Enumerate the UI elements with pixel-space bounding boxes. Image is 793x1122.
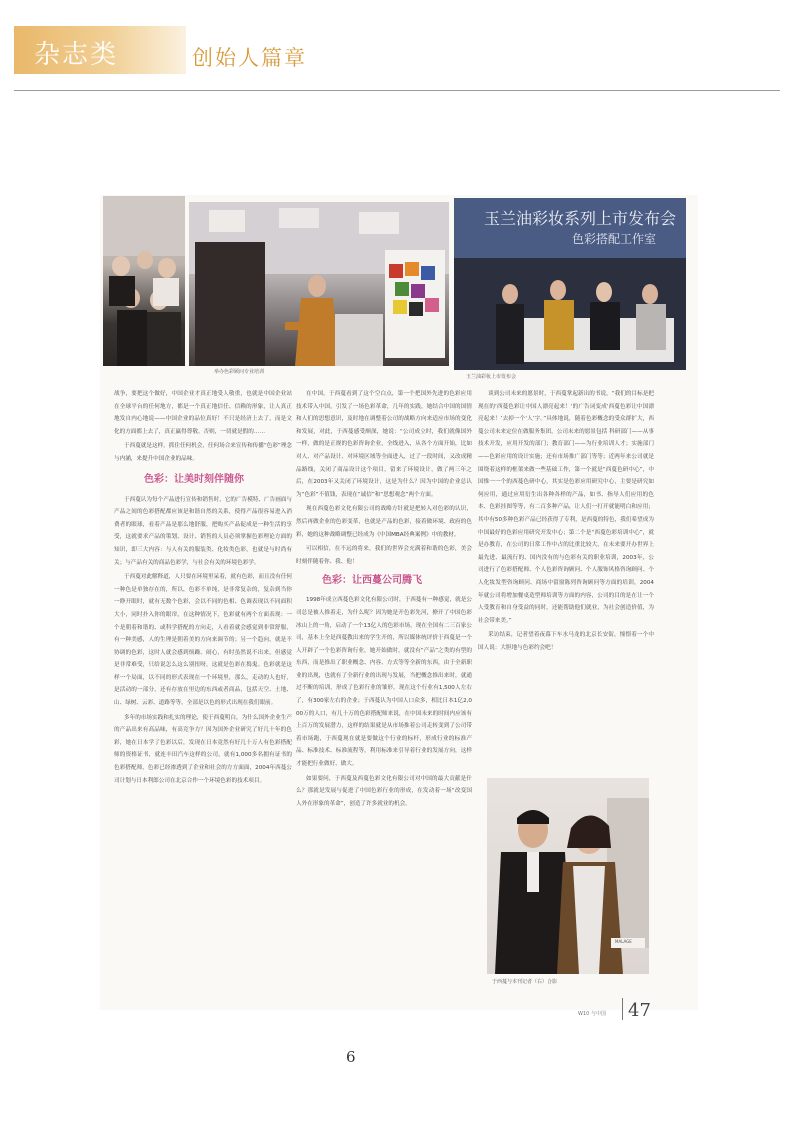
audience-photo bbox=[103, 196, 185, 366]
section-heading-company: 色彩：让西蔓公司腾飞 bbox=[322, 575, 422, 587]
right-photo-caption: 玉兰油彩妆上市发布会 bbox=[466, 374, 517, 380]
col3-body-paragraph: 谈到公司未来的愿景时，于西蔓掌起新出的书说，“我们的目标是把现在的‘西蔓色彩让中国人漂亮起来！’的广告词变成‘西蔓色彩让中国漂亮起来！’去掉一个‘人’字。”具体地说，随着色彩概念的受众群扩大，西蔓公司未来定位在做服务集团，公司未来的愿景包括 科研部门——从事技术开发，应用开发的部门；教育部门——为行业培训人才；实施部门——色彩应用的设计实施；还有市场推广部门等等；近两年来公司就是围绕着这样的框架来做一些基础工作，第一个就是“西蔓色研中心”，中国惟一一个的西蔓色研中心，其实是色彩应用研究中心，主要是研究如何应用，通过应用衍生出各种各样的产品，如书、指导人们应用的色本、色彩挂图等等，有二百多种产品，让人们一打开就能明白和应用；其中有50多种色彩产品已经获得了专利，是西蔓的特色，我们希望成为中国最好的色彩应用研究开发中心；第二个是“西蔓色彩培训中心”，就是办教育，在公司的日常工作中占的比重比较大，在未来要开办世界上最先进、最流行的、国内没有的与色彩有关的职业培训，2003年，公司进行了色彩搭配师、个人色彩咨询顾问、个人服饰风格咨询顾问、个人化妆发型咨询顾问、商场中留窗陈列咨询顾问等方面的培训，2004年就公司将增加餐桌造型师培训等方面的内容，公司的目的是在让一个人受教育和自身受益的同时，还能帮助他们就业，为社会创造价值，为社会带来美。” bbox=[478, 391, 654, 624]
launch-banner-line2: 色彩搭配工作室 bbox=[572, 232, 657, 246]
col1-body-paragraph: 多年的市场实践和扎实的理论，使于西蔓明白，为什么国外企业生产的产品出来有高品味，有高竞争力？因为国外企业研究了好几十年的色彩，她在日本学了色彩以后，发现在日本竟然有好几十万人有色彩搭配师的资格证书，就连丰田汽车这样的公司，就有1,000多名拥有证书的色彩搭配师，色彩已经渗透到了企业和社会的方方面面，2004年西蔓公司计划与日本利郎公司在北京合作一个环境色彩的技术项目。 bbox=[114, 714, 292, 784]
magazine-name: W10 与中国 bbox=[578, 1011, 606, 1017]
col1-body-paragraph: 于西蔓对此解释道，人只要在环境里呆着，就有色彩，而且没有任何一种色是单独存在的，所以，色彩不单纯，是非常复杂的，复杂到当你一睁开眼时，就有无数个色彩，会以不同的色相、色调表现以不同面积大小，同时扑入你的眼帘，在这种情况下，色彩就有两个方面表现：一个是朝着和谐的、或科学搭配的方向走，人看着就会感觉到非常舒服，有一种美感，人的生理是朝着美的方向来调节的；另一个趋向，就是不协调的色彩，这时人就会感到烦躁、闹心，有时虽然说不出来，但感觉是非常难受，只给说怎么这么别扭呀，这就是色彩在捣鬼。色彩就是这样一个局面，以不同的形式表现在一个环境里，那么，走动的人也好，是活动的一部分，还有存放在里边的东西或者商品，包括天空、土地、山、绿树、云彩、道路等等，全部是以色的形式出现在我们眼前。 bbox=[114, 574, 292, 707]
footer-divider bbox=[622, 998, 623, 1020]
presenter-photo bbox=[189, 202, 449, 366]
header-rule bbox=[14, 90, 780, 91]
article-column-2 bbox=[296, 388, 472, 992]
col1-intro-paragraph: 战争，要把这个做好，中国企业才真正地受人敬重，也就是中国企业站在全球平台的任何地方，都是一个真正地信任、信赖的形象，让人真正地发自内心地说——中国企业的品位真好！不只是经济上去了，而是文化的方面都上去了，真正赢得尊敬。否则，一切就是假的…… bbox=[114, 391, 292, 435]
founder-reporter-illustration bbox=[487, 778, 649, 974]
founder-reporter-photo bbox=[487, 778, 649, 974]
sheet-page-number: 6 bbox=[346, 1048, 356, 1066]
article-column-1 bbox=[114, 388, 292, 988]
article-column-3 bbox=[478, 388, 654, 768]
col2-body-paragraph: 如果要问，于西蔓及西蔓色彩文化有限公司对中国的最大贡献是什么？那就是发展与促进了中国色彩行业的形成，在发动着一场“改变国人外在形象的革命”，创造了许多就业的机会。 bbox=[296, 775, 472, 807]
col2-body-paragraph: 可以相信，在不远的将来，我们的世界会充满着和谐的色彩，美会时刻伴随着你、我、他！ bbox=[296, 546, 472, 565]
section-title: 创始人篇章 bbox=[192, 46, 307, 70]
col2-body-paragraph: 1998年成立西蔓色彩文化有限公司时，于西蔓有一种感觉，就是公司总是被人推着走，为什么呢？因为她是开色彩先河，撩开了中国色彩冰山上的一角，启动了一个13亿人的色彩市场，现在全国有二三百家公司，基本上全是西蔓教出来的学生开的，所以媒体统评价于西蔓是一个人开辟了一个色彩咨询行业，她开始做时，就没有“产品”之类的有型的东西，而是推出了职业概念、内容、方式等等全新的东西，由于全新职业的出现，也就有了全新行业的出现与发展，当把概念推出来时，就通过不断的培训，形成了色彩行业的雏形，现在这个行业有1,500人左右了，有300家左右的企业；于西蔓认为中国人口众多，相比日本1亿2,000万的人口，有几十万的色彩搭配师来说，在中国未来的时间内应该有上百万的发展潜力，这样的结果就是从市场推着公司走转变到了公司带着市场跑，于西蔓现在就是要做这个行业的标杆，形成行业的标准产品、标准技术、标准流程等，利用标准来引导着行业的发展方向，这样才能把行业做好、做大。 bbox=[296, 597, 472, 768]
col2-heading-spacer bbox=[296, 570, 472, 594]
col1-intro-paragraph: 于西蔓就是这样，抓住任何机会，任何场合来宣传和传播“色彩”理念与内涵，来提升中国企业的品味。 bbox=[114, 443, 293, 462]
col1-heading-spacer bbox=[114, 468, 292, 494]
left-photo-caption: 举办色彩顾问专业培训 bbox=[214, 369, 265, 375]
col2-body-paragraph: 现在西蔓色彩文化有限公司的战略方针就是把转入对色彩的认识，然后再做企业的色彩变革，也就是产品的色彩，接着做环境、政府的色彩，她的这种战略调整已经成为《中国MBA经典案例》中的教材。 bbox=[296, 506, 472, 538]
category-label: 杂志类 bbox=[34, 40, 119, 70]
col2-body-paragraph: 在中国，于西蔓看到了这个空白点，第一个把国外先进的色彩应用技术带入中国，引发了一场色彩革命，几年的实践，她结合中国的国情和人们的思想意识，及时地在调整着公司的战略方向来适应市场的变化和发展，对此，于西蔓感受颇深，她说：“公司成立时，我们就像国外一样，做的是正规的色彩咨询企业，全线进入，从各个方面开始，比如对人、对产品设计、对环境区域等全面进入，过了一段时间，又改成精品路线，关闭了商品设计这个项目，留来了环境设计，做了两三年之后，在2003年又关闭了环境设计，这是为什么？因为中国的企业总认为“色彩”不值钱，表现在“诚信”和“思想观念”两个方面。 bbox=[296, 391, 472, 498]
col1-body-paragraph: 于西蔓认为每个产品进行宣传和销售时，它的广告模特、广告画面与产品之间的色彩搭配都应该是和谐自然的关系，使得产品很容易进入消费者的眼球，看着产品是那么地舒服，把购买产品促成是一种生活的享受，这就要求产品的策划、设计、销售的人员必须掌握色彩理论方面的知识，即三大内容：与人有关的服装类、化妆类色彩，也就是与时尚有关；与产品有关的商品色彩学，与社会有关的环境色彩学。 bbox=[114, 496, 292, 566]
col3-body-paragraph: 采访结束，记者望着夜幕下车水马龙的北京长安街，憧憬着一个中国人说：大胆地与色彩约会吧！ bbox=[478, 632, 654, 651]
presenter-illustration bbox=[189, 202, 449, 366]
section-heading-color: 色彩：让美时刻伴随你 bbox=[144, 473, 244, 485]
magazine-page-number: 47 bbox=[628, 1000, 651, 1021]
top-header bbox=[0, 20, 793, 76]
malage-sign: MALAGE bbox=[615, 939, 632, 944]
bottom-photo-caption: 于西蔓与本刊记者（右）合影 bbox=[492, 979, 558, 985]
launch-banner-line1: 玉兰油彩妆系列上市发布会 bbox=[484, 209, 677, 228]
launch-event-photo bbox=[454, 198, 686, 370]
audience-illustration bbox=[103, 196, 185, 366]
